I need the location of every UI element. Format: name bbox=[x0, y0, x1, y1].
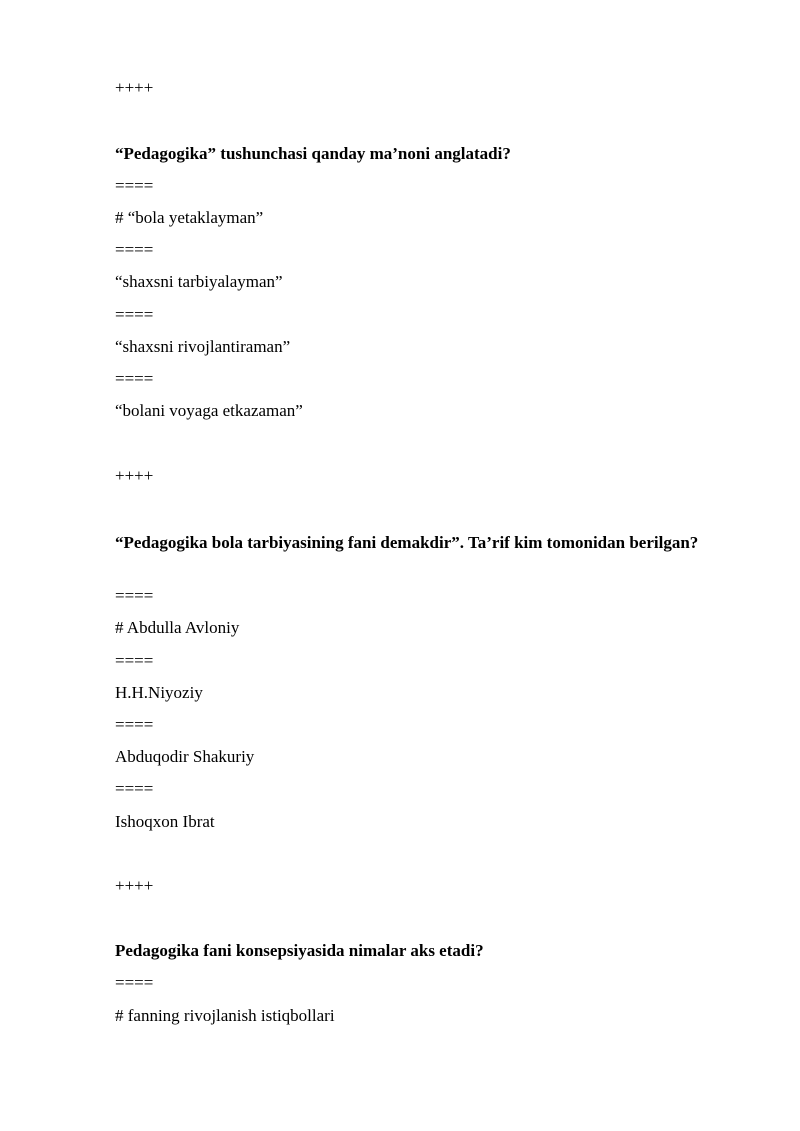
option-2-3: Abduqodir Shakuriy bbox=[115, 747, 255, 766]
option-1-3: “shaxsni rivojlantiraman” bbox=[115, 337, 291, 356]
separator: ++++ bbox=[115, 876, 154, 895]
separator: ++++ bbox=[115, 78, 154, 97]
option-divider: ==== bbox=[115, 779, 154, 798]
option-1-4: “bolani voyaga etkazaman” bbox=[115, 401, 303, 420]
option-divider: ==== bbox=[115, 586, 154, 605]
option-divider: ==== bbox=[115, 715, 154, 734]
option-divider: ==== bbox=[115, 369, 154, 388]
option-2-2: H.H.Niyoziy bbox=[115, 683, 203, 702]
option-1-1: # “bola yetaklayman” bbox=[115, 208, 264, 227]
question-2: “Pedagogika bola tarbiyasining fani demakdir”. Ta’rif kim tomonidan berilgan? bbox=[115, 533, 699, 552]
option-divider: ==== bbox=[115, 651, 154, 670]
question-3: Pedagogika fani konsepsiyasida nimalar aks etadi? bbox=[115, 941, 484, 960]
option-1-2: “shaxsni tarbiyalayman” bbox=[115, 272, 283, 291]
question-1: “Pedagogika” tushunchasi qanday ma’noni anglatadi? bbox=[115, 144, 511, 163]
option-divider: ==== bbox=[115, 240, 154, 259]
option-divider: ==== bbox=[115, 973, 154, 992]
option-2-1: # Abdulla Avloniy bbox=[115, 618, 240, 637]
option-divider: ==== bbox=[115, 176, 154, 195]
option-3-1: # fanning rivojlanish istiqbollari bbox=[115, 1006, 335, 1025]
separator: ++++ bbox=[115, 466, 154, 485]
option-divider: ==== bbox=[115, 305, 154, 324]
option-2-4: Ishoqxon Ibrat bbox=[115, 812, 215, 831]
